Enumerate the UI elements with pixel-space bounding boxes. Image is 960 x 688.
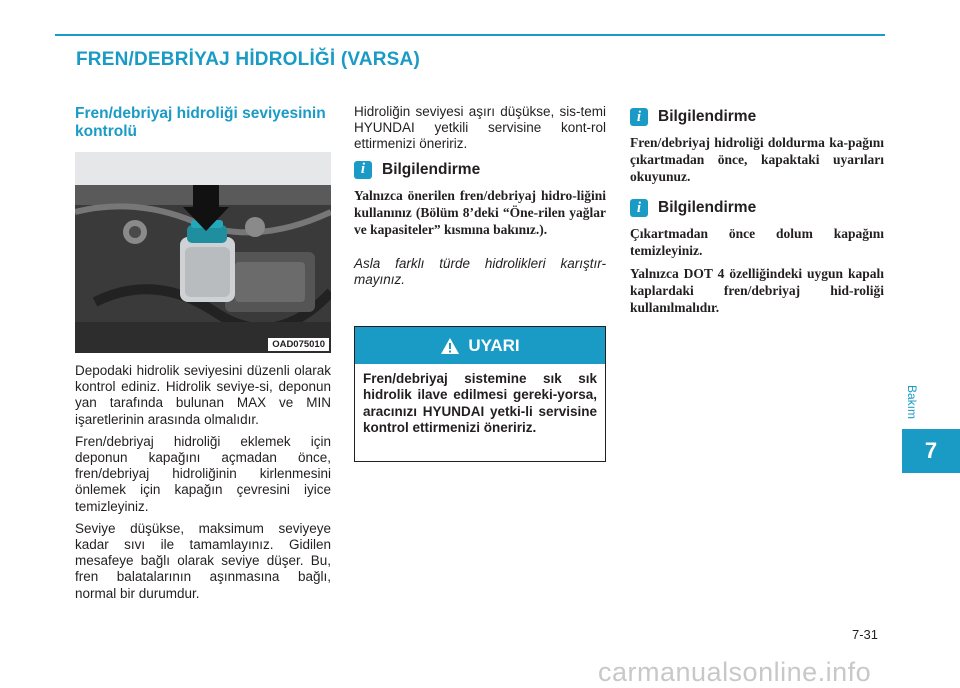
info-text: Fren/debriyaj hidroliği doldurma ka-pağını çıkartmadan önce, kapaktaki uyarıları okuyunuz. (630, 135, 884, 184)
info-heading (630, 108, 884, 126)
info-icon: i (354, 161, 372, 179)
info-icon: i (630, 108, 648, 126)
info-text: Yalnızca önerilen fren/debriyaj hidro-liğini kullanınız (Bölüm 8’deki “Öne-rilen yağlar ve kapasiteler” kısmına bakınız.). (354, 187, 606, 237)
figure-code: OAD075010 (268, 338, 329, 351)
info-text: Yalnızca DOT 4 özelliğindeki uygun kapalı kaplardaki fren/debriyaj hid-roliği kullanılmalıdır. (630, 266, 884, 315)
column-1 (75, 363, 331, 608)
paragraph: Fren/debriyaj hidroliği eklemek için deponun kapağını açmadan önce, fren/debriyaj hidroliğinin kirlenmesini önlemek için kapağın çevresini iyice temizleyiniz. (75, 433, 331, 514)
watermark: carmanualsonline.info (598, 657, 872, 687)
info-title: Bilgilendirme (382, 160, 481, 178)
info-title: Bilgilendirme (658, 108, 757, 125)
warning-box (354, 326, 606, 462)
paragraph: Hidroliğin seviyesi aşırı düşükse, sis-temi HYUNDAI yetkili servisine kont-rol ettirmenizi öneririz. (354, 104, 606, 152)
column-2 (354, 104, 606, 289)
info-title: Bilgilendirme (658, 199, 757, 216)
warning-header (355, 327, 605, 364)
warning-label: UYARI (468, 335, 520, 355)
info-heading (354, 161, 606, 179)
warning-text: Fren/debriyaj sistemine sık sık hidrolik ilave edilmesi gereki-yorsa, aracınızı HYUNDAI yetki-li servisine kontrol ettirmenizi öneririz. (363, 371, 597, 435)
paragraph: Depodaki hidrolik seviyesini düzenli olarak kontrol ediniz. Hidrolik seviye-si, deponun yan tarafında bulunan MAX ve MIN işaretlerinin arasında olmalıdır. (75, 363, 331, 427)
page-number: 7-31 (852, 627, 879, 642)
info-heading (630, 199, 884, 217)
section-title: FREN/DEBRİYAJ HİDROLİĞİ (VARSA) (76, 49, 421, 70)
italic-note: Asla farklı türde hidrolikleri karıştır-mayınız. (354, 255, 606, 288)
info-icon: i (630, 199, 648, 217)
warning-triangle-icon (440, 337, 460, 355)
chapter-tab: 7 (902, 429, 960, 473)
column-3 (630, 108, 884, 322)
header-rule (55, 34, 885, 36)
paragraph: Seviye düşükse, maksimum seviyeye kadar sıvı ile tamamlayınız. Gidilen mesafeye bağlı olarak seviye düşer. Bu, fren balatalarının aşınmasına bağlı, normal bir durumdur. (75, 520, 331, 601)
chapter-label: Bakım (905, 385, 919, 420)
engine-bay-figure (75, 152, 331, 353)
info-text: Çıkartmadan önce dolum kapağını temizleyiniz. (630, 226, 884, 258)
engine-bay-illustration (75, 152, 331, 353)
subheading: Fren/debriyaj hidroliği seviyesinin kontrolü (75, 105, 326, 140)
